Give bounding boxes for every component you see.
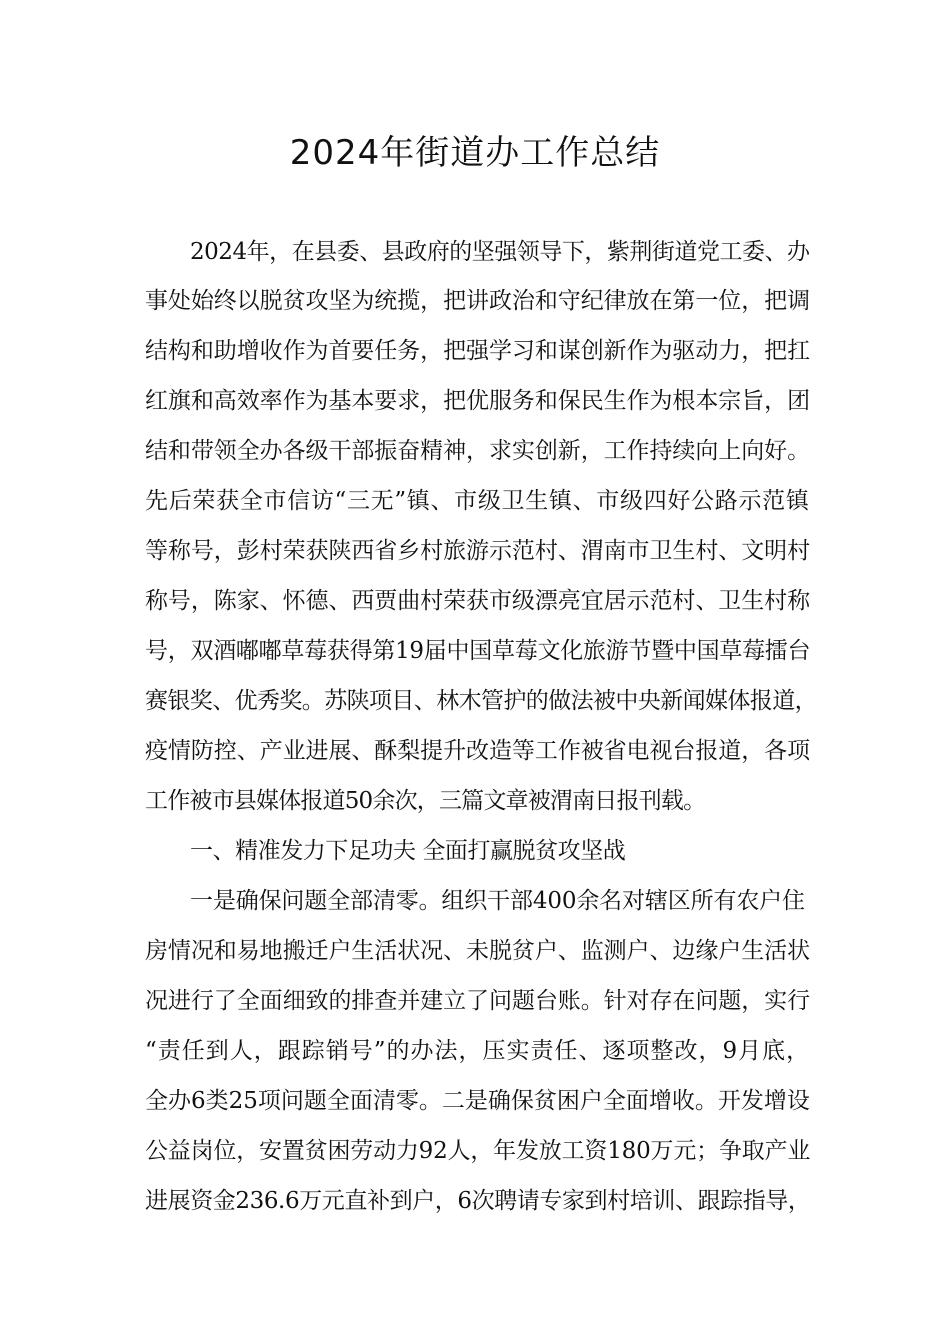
- text-line: “责任到人，跟踪销号”的办法，压实责任、逐项整改，9月底，: [145, 1038, 811, 1064]
- text-line: 2024年，在县委、县政府的坚强领导下，紫荆街道党工委、办: [190, 239, 810, 265]
- text-line: 况进行了全面细致的排查并建立了问题台账。针对存在问题，实行: [145, 988, 811, 1014]
- section-heading: 一、精准发力下足功夫 全面打赢脱贫攻坚战: [190, 838, 626, 864]
- text-line: 称号，陈家、怀德、西贾曲村荣获市级漂亮宜居示范村、卫生村称: [145, 588, 811, 614]
- text-line: 红旗和高效率作为基本要求，把优服务和保民生作为根本宗旨，团: [145, 388, 811, 414]
- text-line: 结构和助增收作为首要任务，把强学习和谋创新作为驱动力，把扛: [145, 338, 811, 364]
- text-line: 疫情防控、产业进展、酥梨提升改造等工作被省电视台报道，各项: [145, 738, 811, 764]
- text-line: 工作被市县媒体报道50余次，三篇文章被渭南日报刊载。: [145, 788, 706, 814]
- text-line: 号，双酒嘟嘟草莓获得第19届中国草莓文化旅游节暨中国草莓擂台: [145, 638, 811, 664]
- text-line: 事处始终以脱贫攻坚为统揽，把讲政治和守纪律放在第一位，把调: [145, 288, 811, 314]
- text-line: 进展资金236.6万元直补到户，6次聘请专家到村培训、跟踪指导，: [145, 1188, 811, 1214]
- document-title: 2024年街道办工作总结: [289, 133, 661, 173]
- text-line: 先后荣获全市信访“三无”镇、市级卫生镇、市级四好公路示范镇: [145, 488, 810, 514]
- text-line: 公益岗位，安置贫困劳动力92人，年发放工资180万元；争取产业: [145, 1138, 811, 1164]
- text-line: 结和带领全办各级干部振奋精神，求实创新，工作持续向上向好。: [145, 438, 811, 464]
- text-line: 等称号，彭村荣获陕西省乡村旅游示范村、渭南市卫生村、文明村: [145, 538, 811, 564]
- text-line: 房情况和易地搬迁户生活状况、未脱贫户、监测户、边缘户生活状: [145, 938, 811, 964]
- text-line: 一是确保问题全部清零。组织干部400余名对辖区所有农户住: [190, 888, 805, 914]
- text-line: 赛银奖、优秀奖。苏陕项目、林木管护的做法被中央新闻媒体报道，: [145, 688, 818, 714]
- text-line: 全办6类25项问题全面清零。二是确保贫困户全面增收。开发增设: [145, 1088, 810, 1114]
